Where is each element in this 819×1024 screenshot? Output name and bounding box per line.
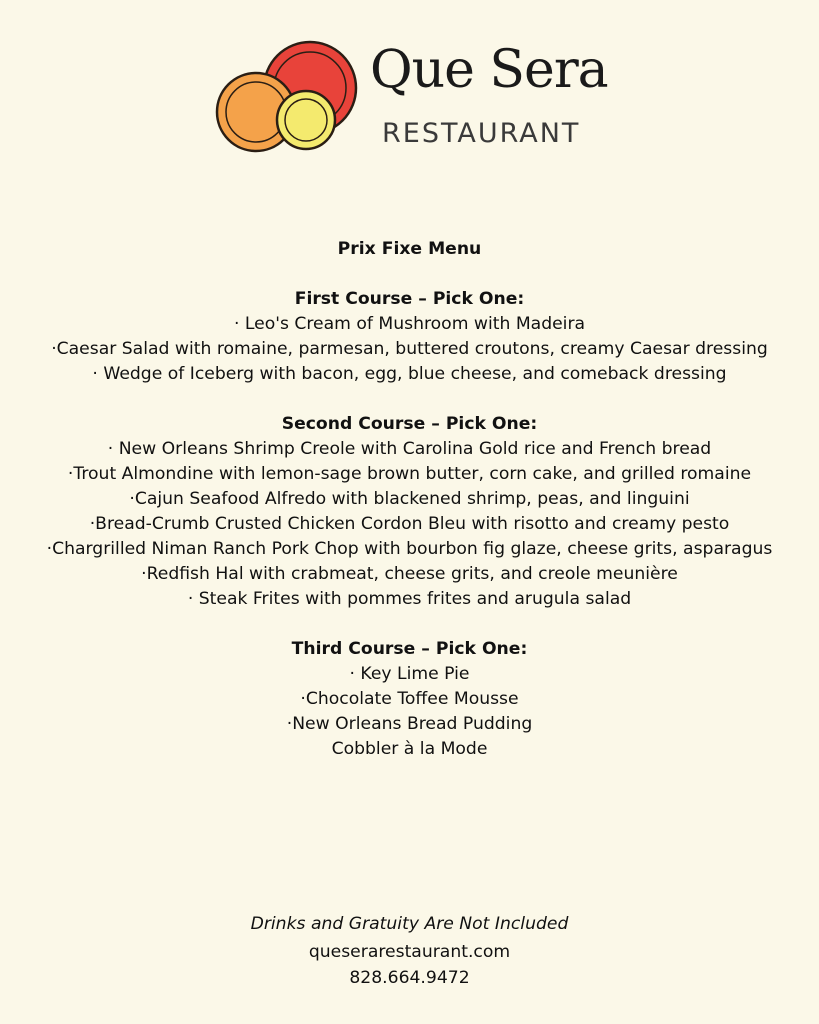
course-heading: Second Course – Pick One:	[281, 414, 538, 434]
menu-item: · Steak Frites with pommes frites and arugula salad	[187, 589, 632, 609]
first-course	[0, 287, 819, 387]
phone-number[interactable]: 828.664.9472	[349, 968, 470, 988]
course-heading: First Course – Pick One:	[294, 289, 525, 309]
menu-item: ·Chocolate Toffee Mousse	[300, 689, 519, 709]
menu-item: ·Redfish Hal with crabmeat, cheese grits, and creole meunière	[141, 564, 678, 584]
plates-icon	[214, 38, 364, 156]
menu-item: ·Bread-Crumb Crusted Chicken Cordon Bleu with risotto and creamy pesto	[89, 514, 730, 534]
logo-subtitle: RESTAURANT	[382, 118, 581, 149]
course-items	[0, 437, 819, 612]
prix-fixe-menu	[0, 237, 819, 762]
gratuity-note: Drinks and Gratuity Are Not Included	[250, 914, 569, 934]
second-course	[0, 412, 819, 612]
logo-name: Que Sera	[370, 40, 608, 100]
menu-item: ·Trout Almondine with lemon-sage brown butter, corn cake, and grilled romaine	[67, 464, 752, 484]
third-course	[0, 637, 819, 762]
website-link[interactable]: queserarestaurant.com	[308, 942, 511, 962]
menu-item: ·Caesar Salad with romaine, parmesan, buttered croutons, creamy Caesar dressing	[51, 339, 768, 359]
menu-item: · Key Lime Pie	[349, 664, 470, 684]
menu-item: Cobbler à la Mode	[331, 739, 488, 759]
menu-item: ·Chargrilled Niman Ranch Pork Chop with bourbon fig glaze, cheese grits, asparagus	[46, 539, 773, 559]
restaurant-logo	[214, 38, 614, 156]
course-items	[0, 312, 819, 387]
menu-item: · Leo's Cream of Mushroom with Madeira	[233, 314, 586, 334]
menu-item: ·Cajun Seafood Alfredo with blackened shrimp, peas, and linguini	[129, 489, 690, 509]
menu-item: · Wedge of Iceberg with bacon, egg, blue cheese, and comeback dressing	[92, 364, 727, 384]
menu-item: ·New Orleans Bread Pudding	[286, 714, 533, 734]
course-heading: Third Course – Pick One:	[291, 639, 528, 659]
menu-footer	[0, 911, 819, 991]
course-items	[0, 662, 819, 762]
menu-title: Prix Fixe Menu	[337, 239, 482, 259]
menu-item: · New Orleans Shrimp Creole with Carolina Gold rice and French bread	[107, 439, 712, 459]
